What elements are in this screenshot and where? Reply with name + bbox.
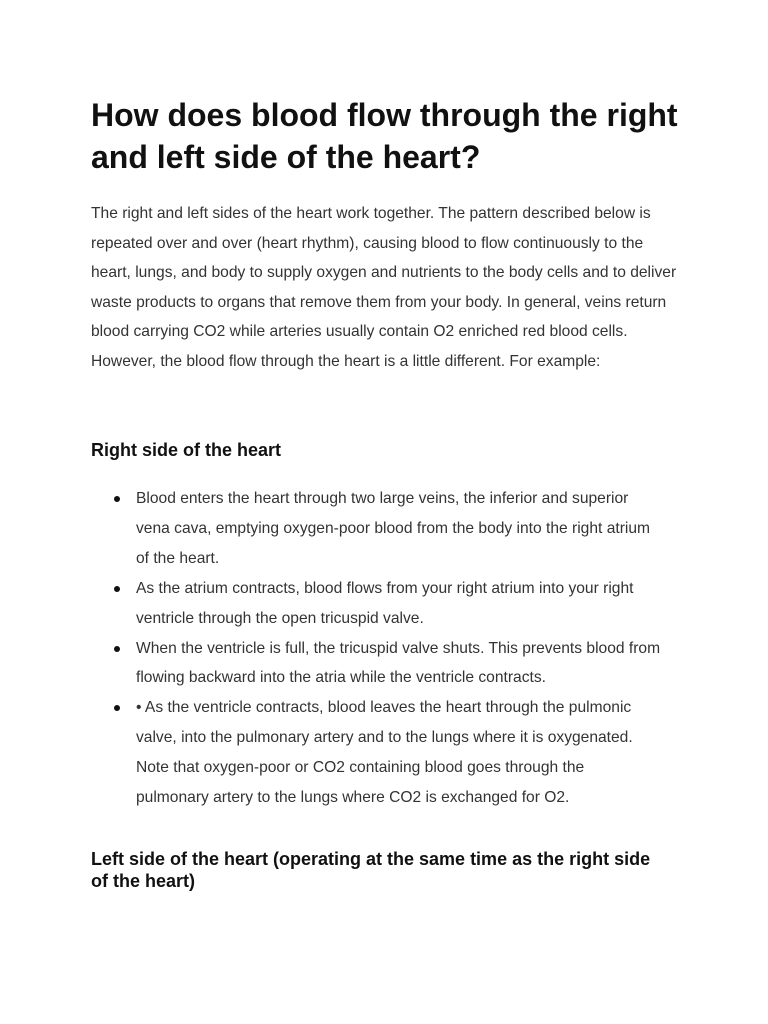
list-item-text: • As the ventricle contracts, blood leaves the heart through the pulmonic valve, into the pulmonary artery and to the lungs where it is oxygenated. Note that oxygen-poor or CO2 containing blood goes through the pulmonary artery to the lungs where CO2 is exchanged for O2. [136,699,633,807]
page-title: How does blood flow through the right and left side of the heart? [91,97,678,175]
intro-paragraph: The right and left sides of the heart work together. The pattern described below is repeated over and over (heart rhythm), causing blood to flow continuously to the heart, lungs, and body to supply oxygen and nutrients to the body cells and to deliver waste products to organs that remove them from your body. In general, veins return blood carrying CO2 while arteries usually contain O2 enriched red blood cells. However, the blood flow through the heart is a little different. For example: [91,205,677,370]
bullet-icon [114,586,120,592]
bullet-icon [114,496,120,502]
list-item-text: As the atrium contracts, blood flows from your right atrium into your right ventricle through the open tricuspid valve. [136,579,634,627]
bullet-icon [114,646,120,652]
list-item [91,634,661,694]
list-item [91,484,661,574]
list-item [91,574,661,634]
right-side-heading: Right side of the heart [91,440,282,460]
list-item-text: When the ventricle is full, the tricuspid valve shuts. This prevents blood from flowing backward into the atria while the ventricle contracts. [136,639,661,687]
list-item-text: Blood enters the heart through two large veins, the inferior and superior vena cava, emptying oxygen-poor blood from the body into the right atrium of the heart. [136,490,651,567]
right-side-list [91,484,661,813]
left-side-heading: Left side of the heart (operating at the same time as the right side of the heart) [91,849,651,891]
bullet-icon [114,705,120,711]
list-item [91,693,661,813]
